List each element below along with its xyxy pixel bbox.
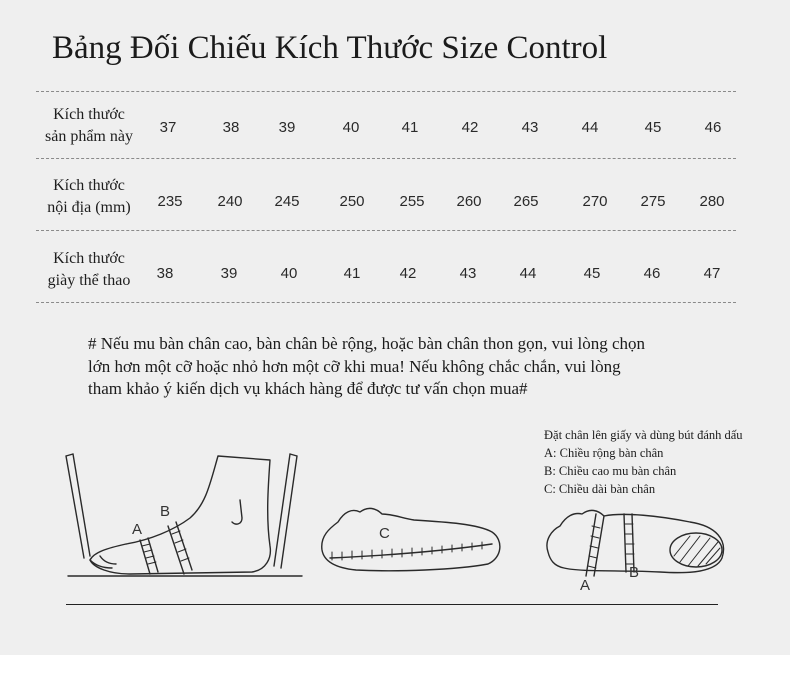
row-label [30, 104, 148, 148]
table-row [0, 104, 790, 162]
measure-instructions [544, 426, 784, 498]
row-label [30, 248, 148, 292]
table-cell: 41 [343, 265, 361, 282]
table-cell: 245 [274, 193, 300, 210]
page-title: Bảng Đối Chiếu Kích Thước Size Control [52, 30, 608, 66]
figure-label-a: A [132, 521, 143, 538]
note-line: # Nếu mu bàn chân cao, bàn chân bè rộng, hoặc bàn chân thon gọn, vui lòng chọn [88, 334, 646, 353]
row-label-line: sản phẩm này [45, 128, 133, 145]
table-cell: 40 [342, 119, 360, 136]
table-cell: 250 [339, 193, 365, 210]
instruction-b: B: Chiều cao mu bàn chân [544, 464, 677, 478]
table-cell: 235 [157, 193, 183, 210]
row-label-line: Kích thước [53, 106, 125, 123]
table-cell: 280 [699, 193, 725, 210]
instructions-heading: Đặt chân lên giấy và dùng bút đánh dấu [544, 428, 743, 442]
illustration-baseline [66, 604, 718, 605]
row-label-line: Kích thước [53, 250, 125, 267]
figure-label-a: A [580, 577, 591, 594]
row-label [30, 175, 148, 219]
table-cell: 47 [703, 265, 721, 282]
note-line: lớn hơn một cỡ hoặc nhỏ hơn một cỡ khi mua! Nếu không chắc chắn, vui lòng [88, 356, 621, 376]
row-label-line: nội địa (mm) [47, 199, 131, 216]
table-row [0, 248, 790, 306]
table-cell: 43 [459, 265, 477, 282]
table-cell: 42 [399, 265, 417, 282]
foot-side-view-illustration [60, 448, 310, 584]
row-label-line: giày thể thao [47, 272, 131, 289]
table-cell: 44 [519, 265, 537, 282]
figure-label-b: B [629, 564, 640, 581]
table-cell: 46 [643, 265, 661, 282]
table-cell: 240 [217, 193, 243, 210]
note-line: tham khảo ý kiến dịch vụ khách hàng để được tư vấn chọn mua# [88, 379, 528, 398]
table-cell: 41 [401, 119, 419, 136]
table-cell: 43 [521, 119, 539, 136]
figure-label-b: B [160, 503, 171, 520]
table-cell: 44 [581, 119, 599, 136]
table-cell: 38 [156, 265, 174, 282]
table-cell: 45 [583, 265, 601, 282]
table-cell: 40 [280, 265, 298, 282]
sizing-note [88, 333, 728, 401]
table-cell: 45 [644, 119, 662, 136]
figure-label-c: C [379, 525, 390, 542]
table-cell: 260 [456, 193, 482, 210]
table-cell: 37 [159, 119, 177, 136]
table-cell: 270 [582, 193, 608, 210]
row-label-line: Kích thước [53, 177, 125, 194]
table-cell: 255 [399, 193, 425, 210]
instruction-a: A: Chiều rộng bàn chân [544, 446, 664, 460]
table-cell: 275 [640, 193, 666, 210]
instruction-c: C: Chiều dài bàn chân [544, 482, 656, 496]
table-row [0, 175, 790, 233]
table-cell: 39 [278, 119, 296, 136]
table-divider [36, 91, 736, 92]
table-cell: 38 [222, 119, 240, 136]
table-cell: 42 [461, 119, 479, 136]
table-cell: 39 [220, 265, 238, 282]
table-cell: 265 [513, 193, 539, 210]
foot-length-illustration [316, 500, 506, 580]
table-cell: 46 [704, 119, 722, 136]
